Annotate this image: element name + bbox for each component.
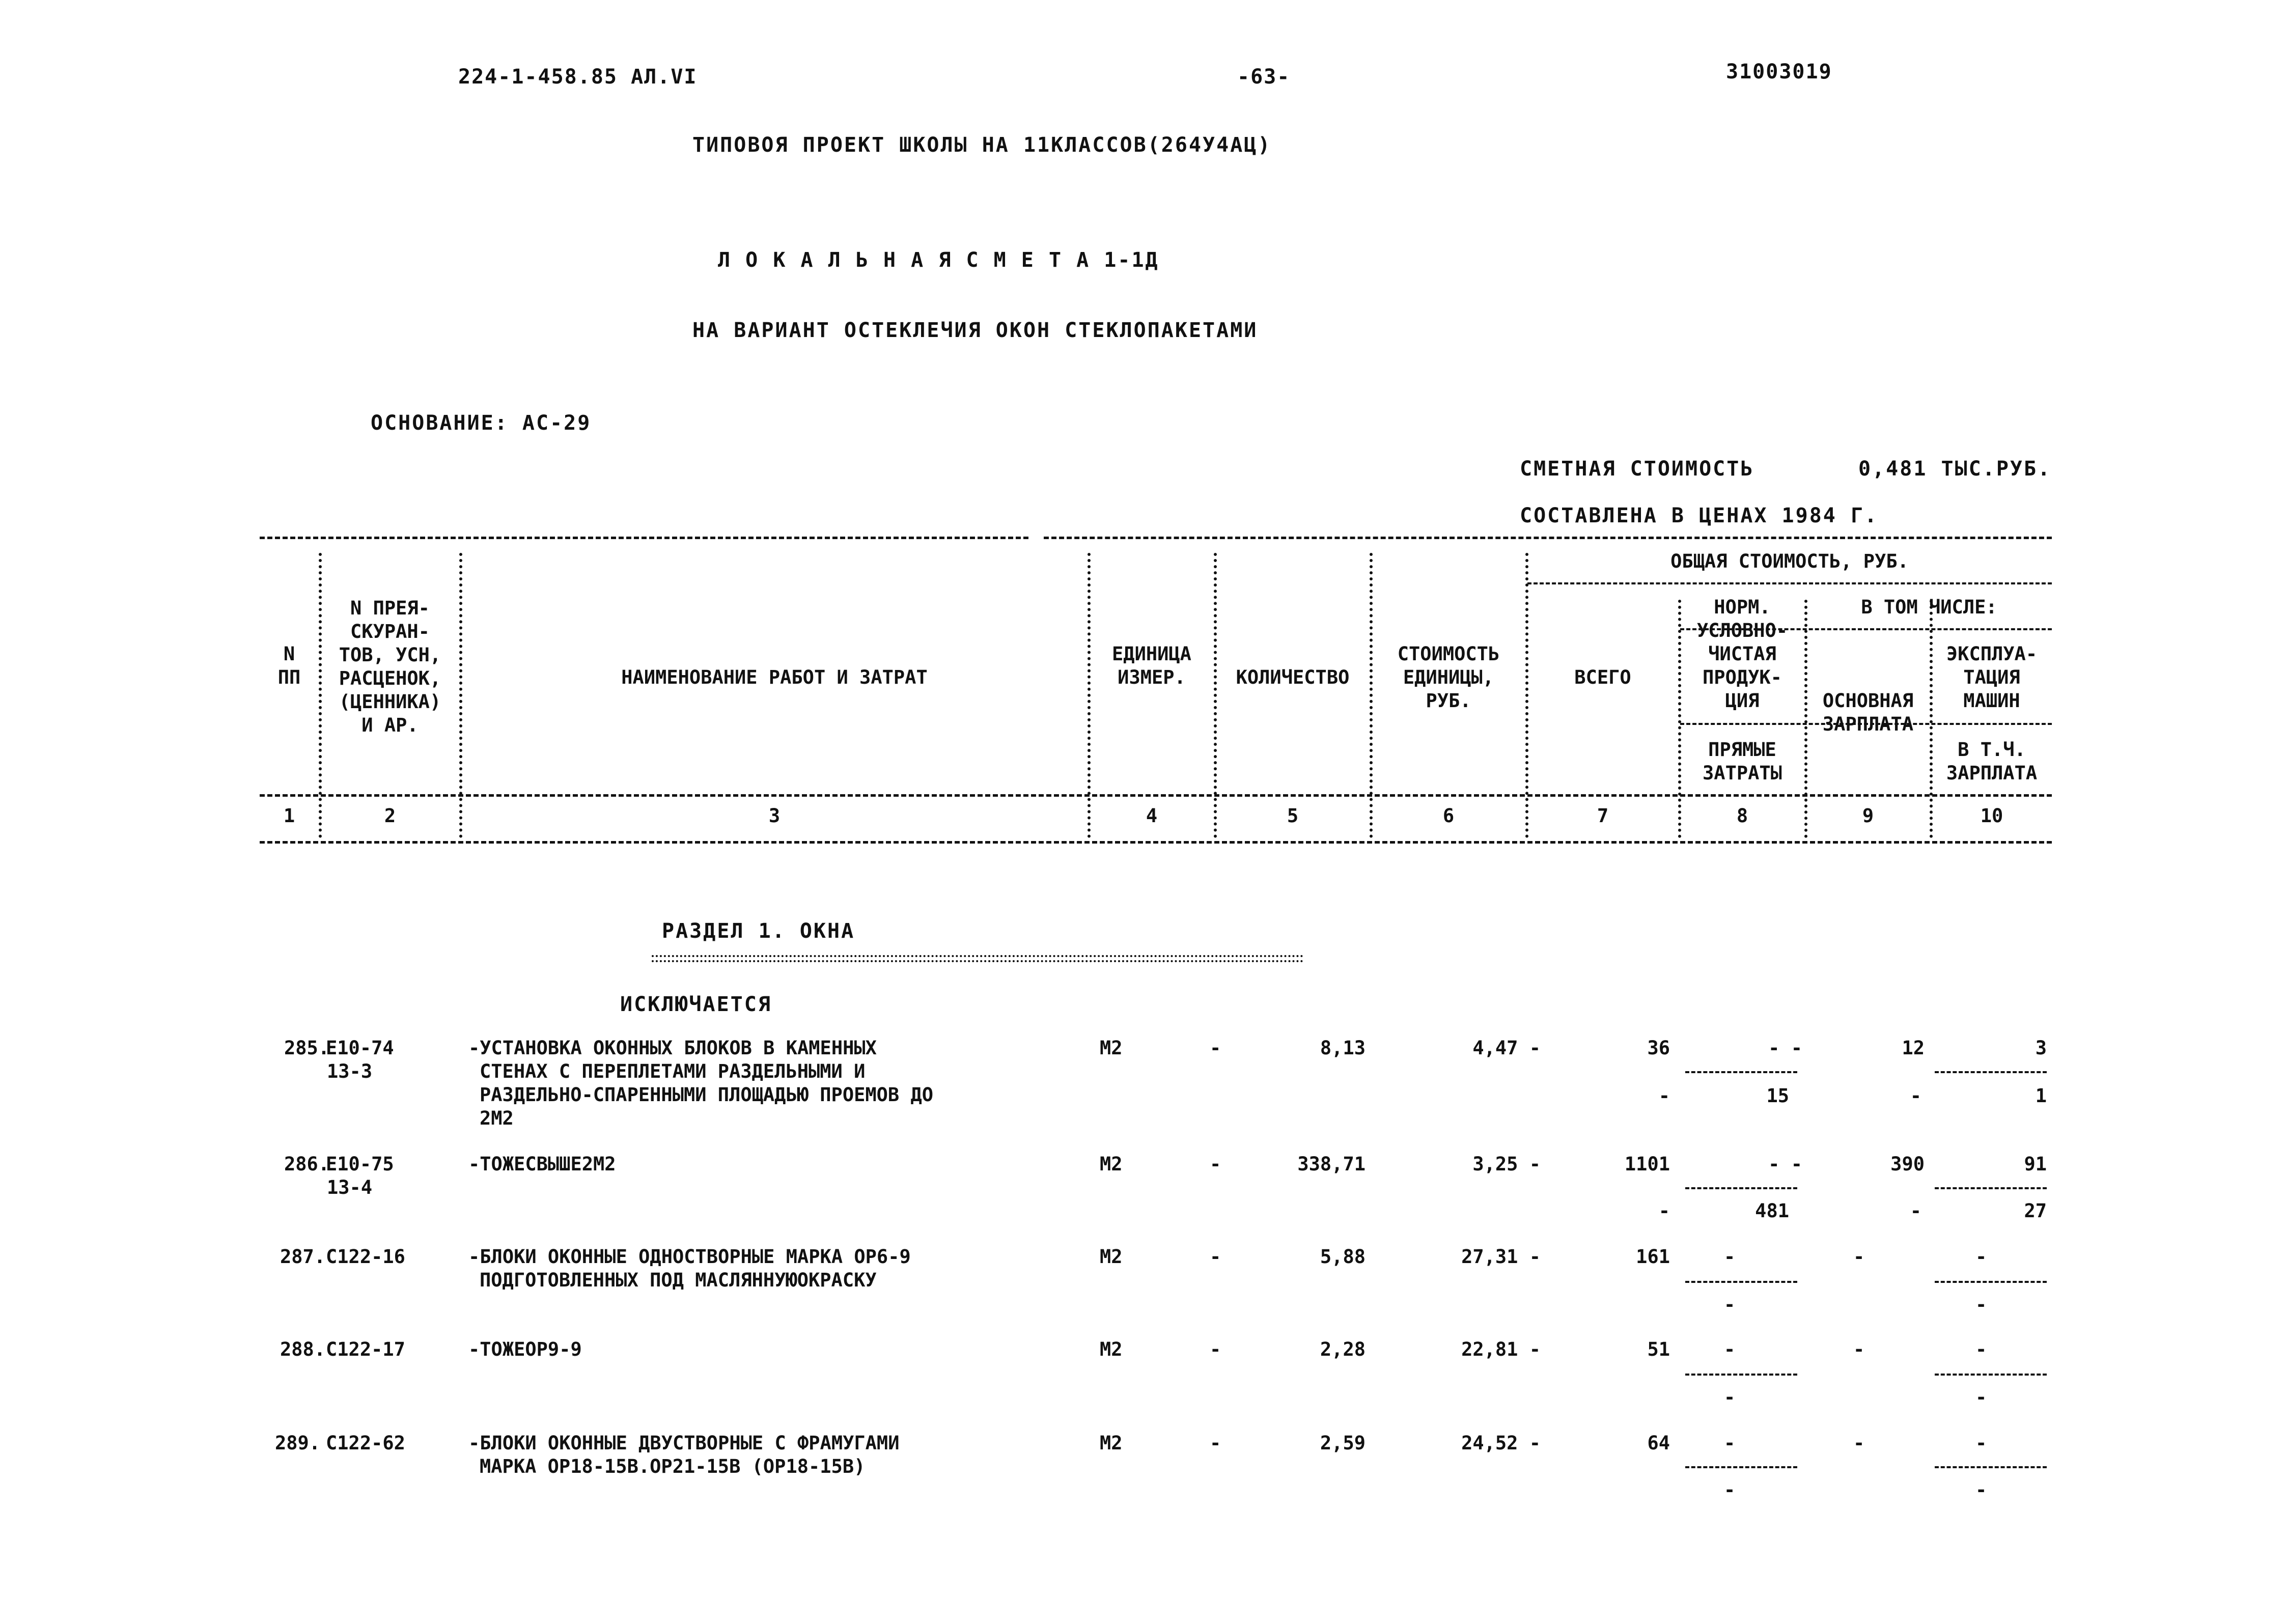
row-c8b: - — [1724, 1479, 1736, 1501]
row-c10b: - — [1975, 1294, 1987, 1315]
row-c10: - — [1975, 1246, 1987, 1268]
row-c10: - — [1975, 1432, 1987, 1454]
row-c10: 91 — [2024, 1153, 2047, 1175]
row-total-2: - — [1658, 1085, 1670, 1107]
row-c9: 390 — [1890, 1153, 1925, 1175]
row-dash: - — [1210, 1037, 1221, 1059]
row-code: Е10-75 13-4 — [326, 1153, 394, 1198]
col-sep-6 — [1525, 553, 1528, 838]
section-underline-2 — [652, 960, 1303, 962]
row-c8-rule — [1685, 1466, 1797, 1468]
row-c9: - — [1853, 1432, 1865, 1454]
th-col10: ЭКСПЛУА- ТАЦИЯ МАШИН — [1946, 643, 2038, 712]
row-c9b: - — [1910, 1200, 1921, 1222]
row-unit: М2 — [1100, 1037, 1123, 1059]
th-col9: ОСНОВНАЯ ЗАРПЛАТА — [1822, 690, 1914, 735]
row-c10: 3 — [2035, 1037, 2047, 1059]
row-price: 4,47 - — [1472, 1037, 1541, 1059]
row-price: 27,31 - — [1461, 1246, 1541, 1268]
project-title: ТИПОВОЯ ПРОЕКТ ШКОЛЫ НА 11КЛАССОВ(264У4АЦ) — [692, 133, 1272, 157]
row-c8: - — [1724, 1246, 1736, 1268]
th-col8b: ПРЯМЫЕ ЗАТРАТЫ — [1703, 739, 1782, 784]
row-c10b: - — [1975, 1479, 1987, 1501]
row-name: -УСТАНОВКА ОКОННЫХ БЛОКОВ В КАМЕННЫХ СТЕНАХ С ПЕРЕПЛЕТАМИ РАЗДЕЛЬНЫМИ И РАЗДЕЛЬНО-СПАРЕННЫМИ ПЛОЩАДЬЮ ПРОЕМОВ ДО 2М2 — [468, 1037, 934, 1129]
row-num: 285. — [284, 1037, 330, 1059]
row-total: 161 — [1636, 1246, 1670, 1268]
row-c10b: - — [1975, 1386, 1987, 1408]
row-qty: 2,28 — [1320, 1338, 1366, 1360]
numbers-bottom-rule — [260, 841, 2052, 844]
row-unit: М2 — [1100, 1246, 1123, 1268]
row-dash: - — [1210, 1338, 1221, 1360]
th-incl: В ТОМ ЧИСЛЕ: — [1861, 596, 1997, 618]
row-qty: 338,71 — [1297, 1153, 1366, 1175]
row-c9: - — [1853, 1246, 1865, 1268]
row-num: 289. — [275, 1432, 321, 1454]
row-name: -ТОЖЕСВЫШЕ2М2 — [468, 1153, 616, 1175]
colnum-5: 5 — [1287, 805, 1299, 827]
row-c8: - - — [1768, 1153, 1802, 1175]
colnum-3: 3 — [768, 805, 781, 827]
row-unit: М2 — [1100, 1153, 1123, 1175]
document-id: 31003019 — [1726, 60, 1832, 83]
document-code: 224-1-458.85 АЛ.VI — [458, 65, 698, 89]
row-c8: - — [1724, 1338, 1736, 1360]
row-dash: - — [1210, 1153, 1221, 1175]
th-col7: ВСЕГО — [1574, 666, 1631, 688]
th-col2: N ПРЕЯ- СКУРАН- ТОВ, УСН, РАСЦЕНОК, (ЦЕННИКА) И АР. — [339, 597, 441, 736]
th-col10b: В Т.Ч. ЗАРПЛАТА — [1946, 739, 2038, 784]
page-number: -63- — [1237, 65, 1291, 89]
row-qty: 8,13 — [1320, 1037, 1366, 1059]
row-qty: 2,59 — [1320, 1432, 1366, 1454]
row-c10b: 27 — [2024, 1200, 2047, 1222]
basis: ОСНОВАНИЕ: АС-29 — [371, 411, 592, 435]
row-c10-rule — [1935, 1374, 2047, 1376]
row-c8-rule — [1685, 1281, 1797, 1283]
row-c8b: 15 — [1766, 1085, 1789, 1107]
row-c9: - — [1853, 1338, 1865, 1360]
table-top-rule-right — [1044, 537, 2052, 539]
excluded-label: ИСКЛЮЧАЕТСЯ — [620, 993, 772, 1016]
cost-label: СМЕТНАЯ СТОИМОСТЬ — [1520, 457, 1754, 481]
row-c8: - — [1724, 1432, 1736, 1454]
row-c10-rule — [1935, 1466, 2047, 1468]
row-name: -БЛОКИ ОКОННЫЕ ОДНОСТВОРНЫЕ МАРКА ОР6-9 ПОДГОТОВЛЕННЫХ ПОД МАСЛЯННУЮОКРАСКУ — [468, 1246, 911, 1291]
row-price: 24,52 - — [1461, 1432, 1541, 1454]
row-name: -ТОЖЕОР9-9 — [468, 1338, 582, 1360]
row-code: С122-17 — [326, 1338, 405, 1360]
row-total: 1101 — [1624, 1153, 1670, 1175]
th-total-group: ОБЩАЯ СТОИМОСТЬ, РУБ. — [1670, 550, 1909, 572]
row-c8b: - — [1724, 1386, 1736, 1408]
cost-value: 0,481 ТЫС.РУБ. — [1858, 457, 2052, 481]
estimate-subtitle: НА ВАРИАНТ ОСТЕКЛЕЧИЯ ОКОН СТЕКЛОПАКЕТАМИ — [692, 319, 1258, 342]
row-code: С122-62 — [326, 1432, 405, 1454]
estimate-title: Л О К А Л Ь Н А Я С М Е Т А 1-1Д — [718, 248, 1159, 272]
row-c8-rule — [1685, 1374, 1797, 1376]
row-dash: - — [1210, 1246, 1221, 1268]
col-sep-3 — [1088, 553, 1091, 838]
group-rule — [1527, 582, 2052, 584]
row-total: 51 — [1647, 1338, 1670, 1360]
section-title: РАЗДЕЛ 1. ОКНА — [662, 919, 855, 943]
th-col8: НОРМ. УСЛОВНО- ЧИСТАЯ ПРОДУК- ЦИЯ — [1696, 596, 1788, 712]
row-c10-rule — [1935, 1071, 2047, 1073]
row-unit: М2 — [1100, 1432, 1123, 1454]
colnum-9: 9 — [1862, 805, 1874, 827]
th-col6: СТОИМОСТЬ ЕДИНИЦЫ, РУБ. — [1397, 643, 1500, 712]
row-price: 3,25 - — [1472, 1153, 1541, 1175]
row-c8-rule — [1685, 1071, 1797, 1073]
colnum-8: 8 — [1736, 805, 1748, 827]
col-sep-4 — [1214, 553, 1217, 838]
row-total: 36 — [1647, 1037, 1670, 1059]
row-num: 288. — [280, 1338, 326, 1360]
th-col1: N ПП — [277, 643, 301, 688]
colnum-6: 6 — [1442, 805, 1455, 827]
row-c9: 12 — [1902, 1037, 1925, 1059]
row-num: 287. — [280, 1246, 326, 1268]
row-total: 64 — [1647, 1432, 1670, 1454]
col-sep-2 — [459, 553, 462, 838]
row-num: 286. — [284, 1153, 330, 1175]
th-col3: НАИМЕНОВАНИЕ РАБОТ И ЗАТРАТ — [621, 666, 928, 688]
colnum-2: 2 — [384, 805, 396, 827]
col-sep-9 — [1930, 600, 1933, 838]
th-col5: КОЛИЧЕСТВО — [1236, 666, 1350, 688]
row-dash: - — [1210, 1432, 1221, 1454]
colnum-7: 7 — [1597, 805, 1609, 827]
row-name: -БЛОКИ ОКОННЫЕ ДВУСТВОРНЫЕ С ФРАМУГАМИ МАРКА ОР18-15В.ОР21-15В (ОР18-15В) — [468, 1432, 900, 1477]
th-col4: ЕДИНИЦА ИЗМЕР. — [1112, 643, 1191, 688]
row-c9b: - — [1910, 1085, 1921, 1107]
row-c10: - — [1975, 1338, 1987, 1360]
row-c10-rule — [1935, 1187, 2047, 1189]
row-c10-rule — [1935, 1281, 2047, 1283]
row-total-2: - — [1658, 1200, 1670, 1222]
row-c8b: - — [1724, 1294, 1736, 1315]
row-c10b: 1 — [2035, 1085, 2047, 1107]
row-price: 22,81 - — [1461, 1338, 1541, 1360]
row-code: Е10-74 13-3 — [326, 1037, 394, 1082]
row-c8: - - — [1768, 1037, 1802, 1059]
row-c8-rule — [1685, 1187, 1797, 1189]
row-code: С122-16 — [326, 1246, 405, 1268]
row-unit: М2 — [1100, 1338, 1123, 1360]
section-underline — [652, 955, 1303, 957]
prices-year: СОСТАВЛЕНА В ЦЕНАХ 1984 Г. — [1520, 504, 1879, 527]
row-c8b: 481 — [1755, 1200, 1789, 1222]
table-top-rule-left — [260, 537, 1028, 539]
colnum-1: 1 — [283, 805, 295, 827]
colnum-4: 4 — [1146, 805, 1158, 827]
header-bottom-rule — [260, 794, 2052, 797]
row-qty: 5,88 — [1320, 1246, 1366, 1268]
colnum-10: 10 — [1980, 805, 2003, 827]
